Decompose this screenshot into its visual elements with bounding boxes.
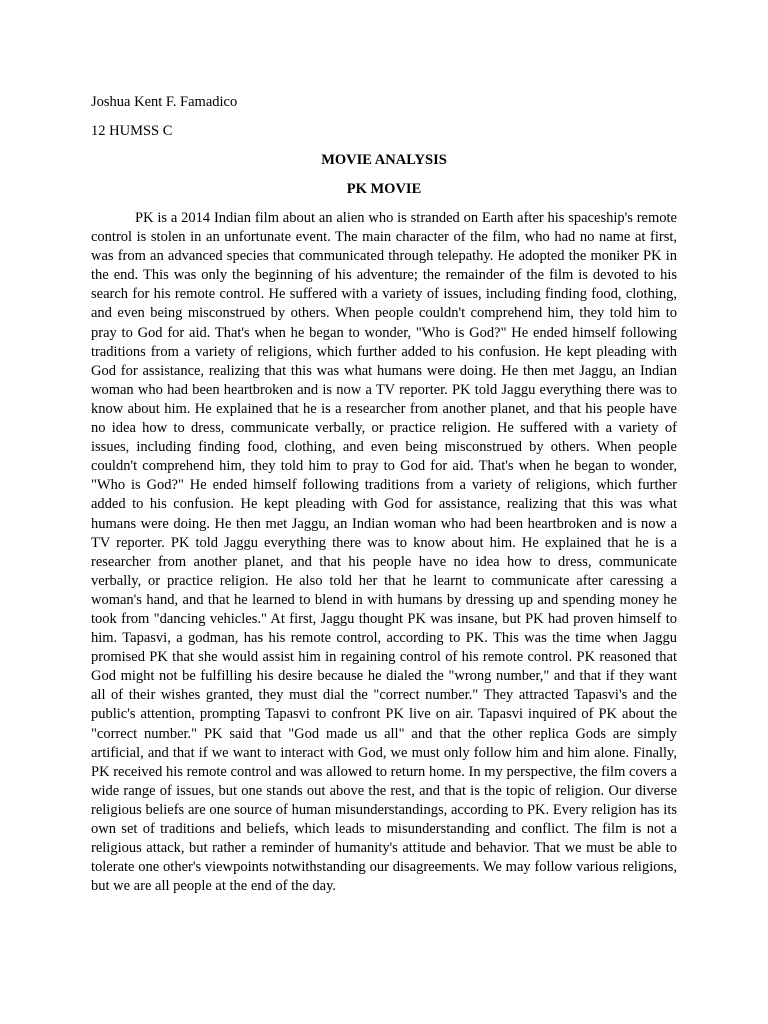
document-subtitle: PK MOVIE (346, 181, 422, 197)
document-title: MOVIE ANALYSIS (321, 152, 447, 168)
author-name: Joshua Kent F. Famadico (91, 94, 238, 110)
body-paragraph: PK is a 2014 Indian film about an alien who is stranded on Earth after his spaceship's remote control is stolen in an unfortunate event. The main character of the film, who had no name at first, was from an advanced species that communicated through telepathy. He adopted the moniker PK in the end. This was only the beginning of his adventure; the remainder of the film is devoted to his search for his remote control. He suffered with a variety of issues, including finding food, clothing, and even being misconstrued by others. When people couldn't comprehend him, they told him to pray to God for aid. That's when he began to wonder, "Who is God?" He ended himself following traditions from a variety of religions, which further added to his confusion. He kept pleading with God for assistance, realizing that this was what humans were doing. He then met Jaggu, an Indian woman who had been heartbroken and is now a TV reporter. PK told Jaggu everything there was to know about him. He explained that he is a researcher from another planet, and that his people have no idea how to dress, communicate verbally, or practice religion. He suffered with a variety of issues, including finding food, clothing, and even being misconstrued by others. When people couldn't comprehend him, they told him to pray to God for aid. That's when he began to wonder, "Who is God?" He ended himself following traditions from a variety of religions, which further added to his confusion. He kept pleading with God for assistance, realizing that this was what humans were doing. He then met Jaggu, an Indian woman who had been heartbroken and is now a TV reporter. PK told Jaggu everything there was to know about him. He explained that he is a researcher from another planet, and that his people have no idea how to dress, communicate verbally, or practice religion. He also told her that he learnt to communicate after caressing a woman's hand, and that he learned to blend in with humans by dressing up and spending money he took from "dancing vehicles." At first, Jaggu thought PK was insane, but PK had proven himself to him. Tapasvi, a godman, has his remote control, according to PK. This was the time when Jaggu promised PK that she would assist him in regaining control of his remote control. PK reasoned that God might not be fulfilling his desire because he dialed the "wrong number," and that if they want all of their wishes granted, they must dial the "correct number." They attracted Tapasvi's and the public's attention, prompting Tapasvi to confront PK live on air. Tapasvi inquired of PK about the "correct number." PK said that "God made us all" and that the other replica Gods are simply artificial, and that if we want to interact with God, we must only follow him and him alone. Finally, PK received his remote control and was allowed to return home. In my perspective, the film covers a wide range of issues, but one stands out above the rest, and that is the topic of religion. Our diverse religious beliefs are one source of human misunderstandings, according to PK. Every religion has its own set of traditions and beliefs, which leads to misunderstanding and conflict. The film is not a religious attack, but rather a reminder of humanity's attitude and behavior. That we must be able to tolerate one other's viewpoints notwithstanding our disagreements. We may follow various religions, but we are all people at the end of the day. (91, 210, 677, 895)
class-section: 12 HUMSS C (91, 123, 173, 139)
